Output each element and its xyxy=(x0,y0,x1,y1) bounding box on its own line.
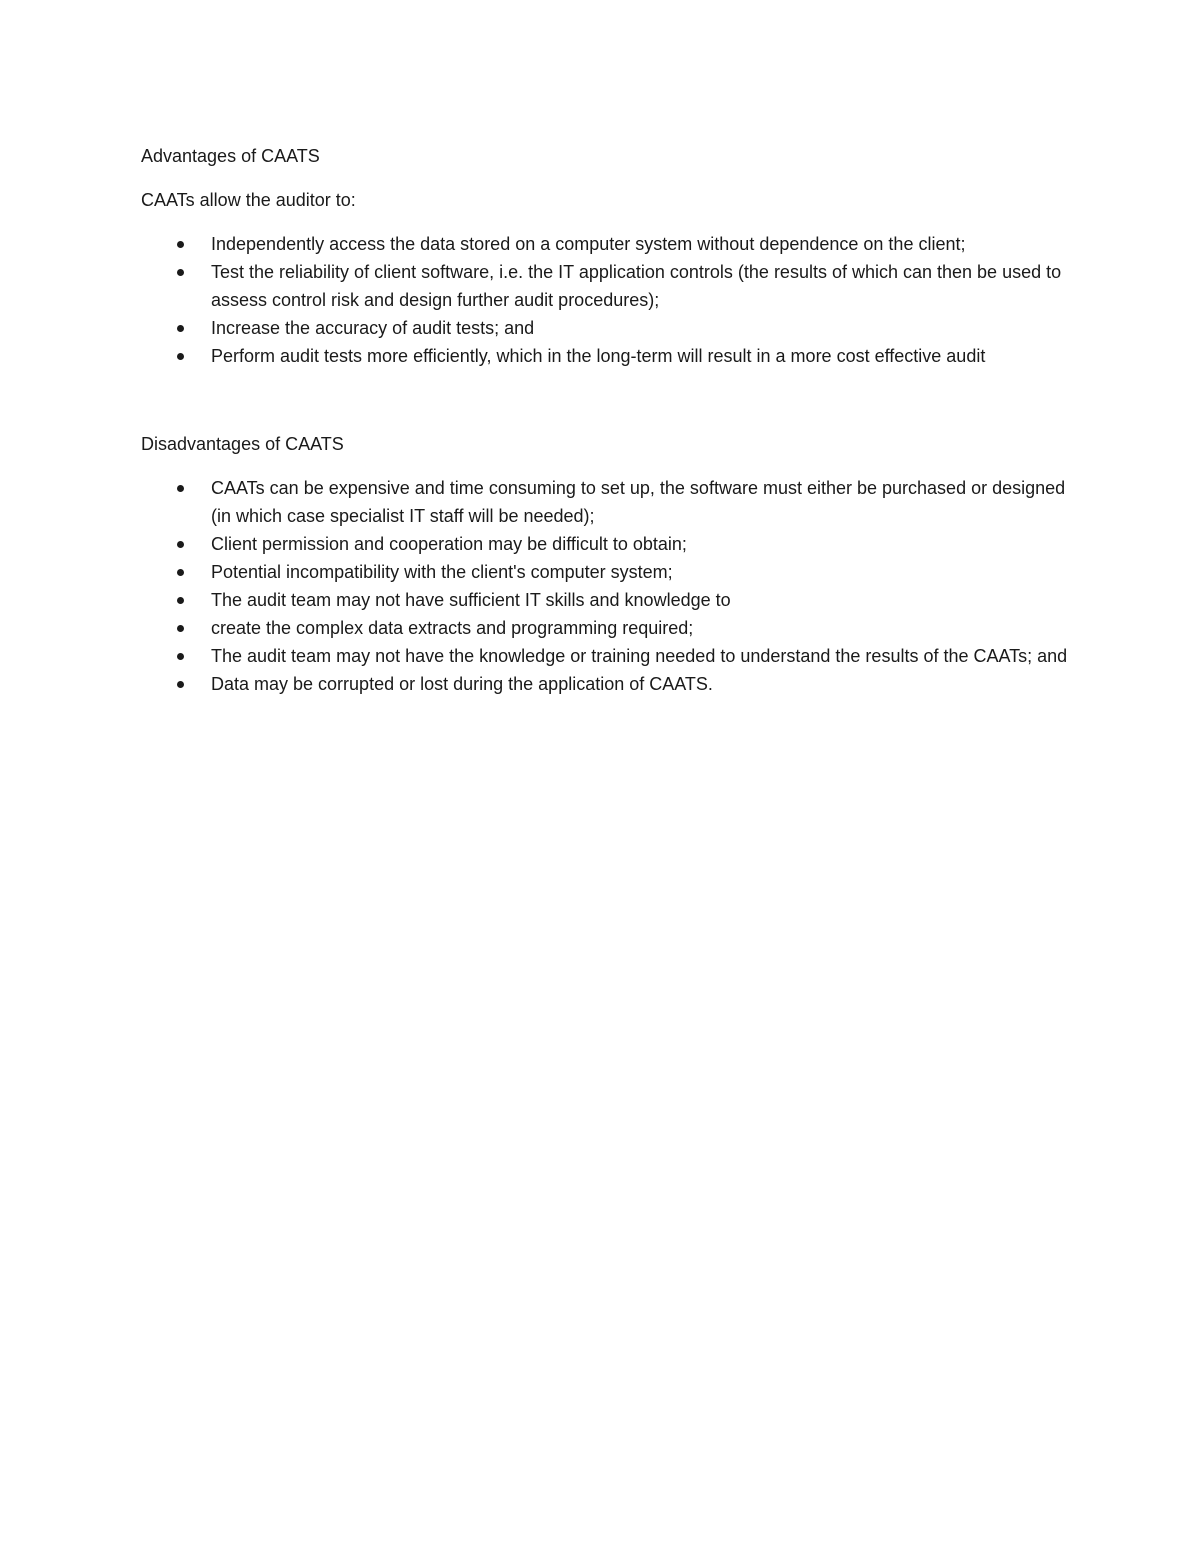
list-item xyxy=(141,230,1071,258)
bullet-icon xyxy=(177,625,184,632)
list-item-text: Test the reliability of client software, i.e. the IT application controls (the results of which can then be used to assess control risk and design further audit procedures); xyxy=(211,262,1062,310)
list-item xyxy=(141,530,1071,558)
section-spacer xyxy=(141,370,1071,430)
advantages-intro: CAATs allow the auditor to: xyxy=(141,190,356,210)
disadvantages-list xyxy=(141,474,1071,698)
list-item-text: create the complex data extracts and programming required; xyxy=(211,618,694,638)
advantages-list xyxy=(141,230,1071,370)
bullet-icon xyxy=(177,353,184,360)
bullet-icon xyxy=(177,325,184,332)
disadvantages-heading: Disadvantages of CAATS xyxy=(141,434,344,454)
list-item-text: CAATs can be expensive and time consuming to set up, the software must either be purchased or designed (in which case specialist IT staff will be needed); xyxy=(211,478,1066,526)
list-item-text: Independently access the data stored on a computer system without dependence on the client; xyxy=(211,234,966,254)
list-item-text: The audit team may not have the knowledge or training needed to understand the results of the CAATs; and xyxy=(211,646,1068,666)
list-item xyxy=(141,642,1071,670)
bullet-icon xyxy=(177,569,184,576)
list-item-text: Perform audit tests more efficiently, which in the long-term will result in a more cost effective audit xyxy=(211,346,986,366)
list-item-text: Increase the accuracy of audit tests; and xyxy=(211,318,535,338)
list-item-text: Data may be corrupted or lost during the application of CAATS. xyxy=(211,674,713,694)
document-content xyxy=(141,142,1071,698)
advantages-heading: Advantages of CAATS xyxy=(141,146,320,166)
bullet-icon xyxy=(177,241,184,248)
list-item-text: Client permission and cooperation may be difficult to obtain; xyxy=(211,534,687,554)
list-item xyxy=(141,614,1071,642)
list-item xyxy=(141,258,1071,314)
bullet-icon xyxy=(177,541,184,548)
list-item-text: The audit team may not have sufficient IT skills and knowledge to xyxy=(211,590,731,610)
bullet-icon xyxy=(177,597,184,604)
bullet-icon xyxy=(177,269,184,276)
bullet-icon xyxy=(177,653,184,660)
list-item xyxy=(141,586,1071,614)
list-item xyxy=(141,342,1071,370)
bullet-icon xyxy=(177,681,184,688)
list-item xyxy=(141,558,1071,586)
list-item xyxy=(141,670,1071,698)
list-item-text: Potential incompatibility with the client's computer system; xyxy=(211,562,673,582)
list-item xyxy=(141,314,1071,342)
bullet-icon xyxy=(177,485,184,492)
list-item xyxy=(141,474,1071,530)
